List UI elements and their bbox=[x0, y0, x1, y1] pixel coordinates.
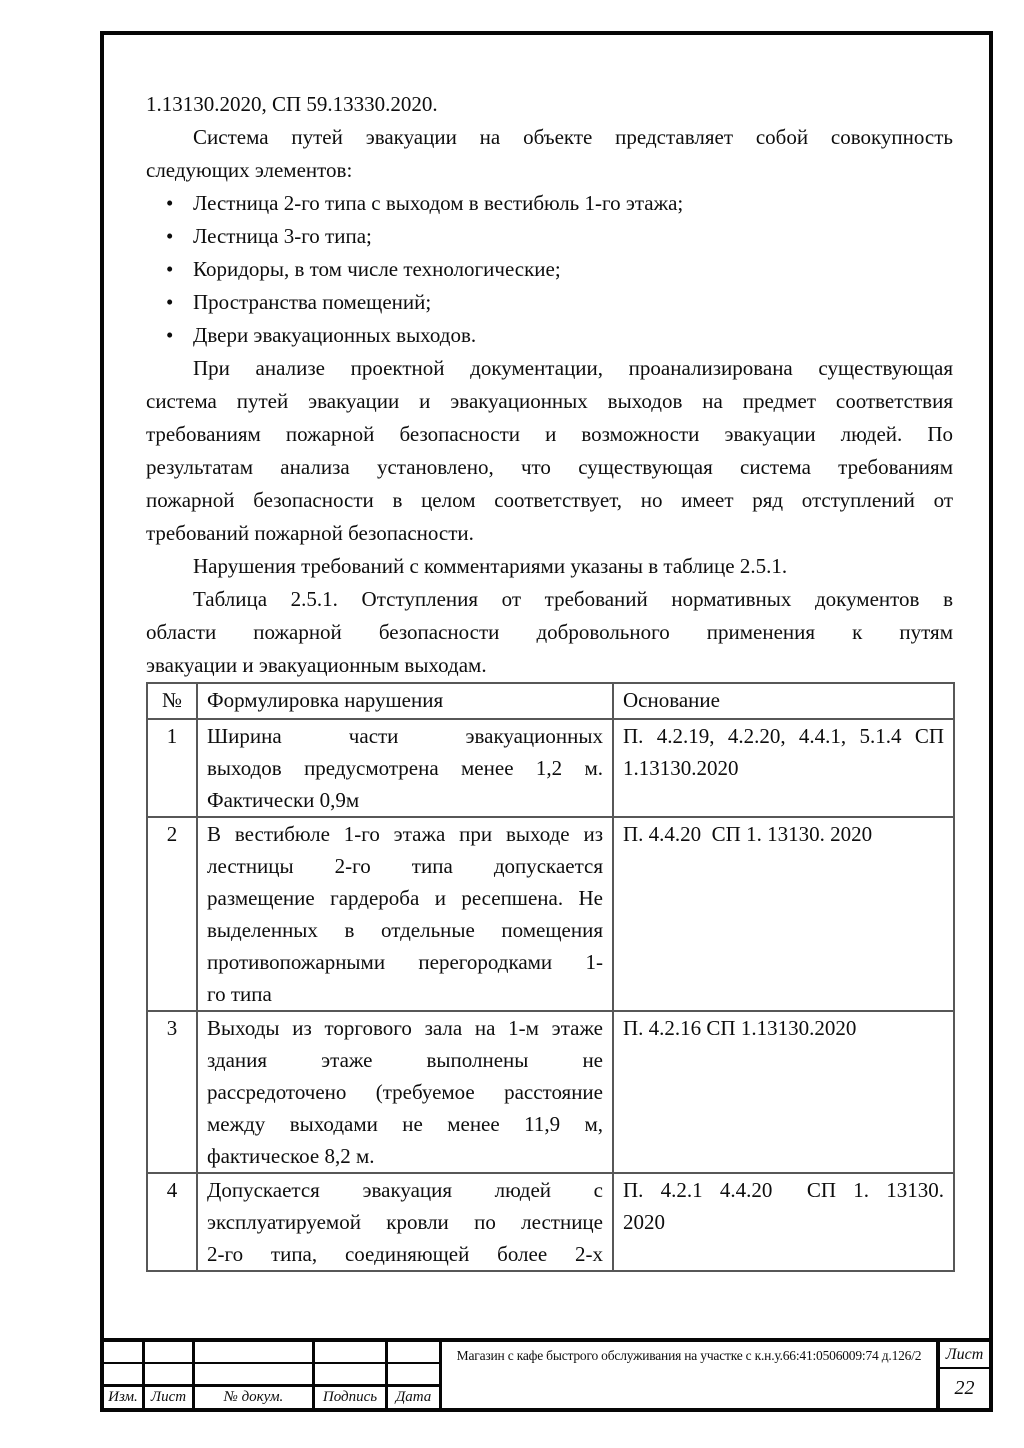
paragraph-line: требованиям пожарной безопасности и возможности эвакуации людей. По bbox=[146, 422, 953, 446]
paragraph-line: При анализе проектной документации, проанализирована существующая bbox=[193, 356, 953, 380]
violation-formulation bbox=[197, 1173, 613, 1271]
bullet-icon: • bbox=[166, 290, 174, 314]
content-column bbox=[146, 88, 953, 1272]
project-title: Магазин с кафе быстрого обслуживания на участке с к.н.у.66:41:0506009:74 д.126/2 bbox=[456, 1348, 922, 1363]
document-body bbox=[146, 88, 953, 682]
stamp-label-list: Лист bbox=[150, 1389, 187, 1405]
sheet-label: Лист bbox=[940, 1342, 989, 1369]
paragraph-line: Таблица 2.5.1. Отступления от требований нормативных документов в bbox=[193, 587, 953, 611]
violation-basis bbox=[613, 719, 954, 817]
sheet-number: 22 bbox=[954, 1377, 975, 1399]
cell-line: В вестибюле 1-го этажа при выходе из bbox=[207, 822, 603, 846]
cell-line: П. 4.2.16 СП 1.13130.2020 bbox=[623, 1016, 857, 1040]
cell-line: Фактически 0,9м bbox=[207, 788, 360, 812]
stamp-column-izm bbox=[104, 1342, 145, 1408]
list-item bbox=[146, 220, 953, 253]
violation-formulation bbox=[197, 1011, 613, 1173]
cell-line: фактическое 8,2 м. bbox=[207, 1144, 375, 1168]
column-header-formulation: Формулировка нарушения bbox=[197, 683, 613, 719]
cell-line: Ширина части эвакуационных bbox=[207, 724, 603, 748]
bullet-icon: • bbox=[166, 191, 174, 215]
stamp-column-podpis bbox=[315, 1342, 388, 1408]
row-number: 2 bbox=[147, 817, 197, 1011]
paragraph-line: результатам анализа установлено, что существующая система требованиям bbox=[146, 455, 953, 479]
paragraph-line: эвакуации и эвакуационным выходам. bbox=[146, 653, 487, 677]
cell-line: здания этаже выполнены не bbox=[207, 1048, 603, 1072]
violations-table-body bbox=[147, 719, 954, 1271]
cell-line: 2-го типа, соединяющей более 2-х bbox=[207, 1242, 603, 1266]
cell-line: П. 4.2.19, 4.2.20, 4.4.1, 5.1.4 СП bbox=[623, 724, 944, 748]
stamp-project-cell bbox=[442, 1342, 936, 1408]
list-item bbox=[146, 187, 953, 220]
stamp-label-dokum: № докум. bbox=[223, 1389, 284, 1405]
list-item bbox=[146, 253, 953, 286]
row-number: 3 bbox=[147, 1011, 197, 1173]
paragraph-line: 1.13130.2020, СП 59.13330.2020. bbox=[146, 92, 438, 116]
table-row bbox=[147, 817, 954, 1011]
column-header-basis: Основание bbox=[613, 683, 954, 719]
cell-line: лестницы 2-го типа допускается bbox=[207, 854, 603, 878]
paragraph-line: пожарной безопасности в целом соответствует, но имеет ряд отступлений от bbox=[146, 488, 953, 512]
violations-table bbox=[146, 682, 955, 1272]
cell-line: противопожарными перегородками 1- bbox=[207, 950, 603, 974]
stamp-column-dokum bbox=[195, 1342, 315, 1408]
title-block bbox=[100, 1338, 993, 1412]
bullet-icon: • bbox=[166, 323, 174, 347]
paragraph-line: следующих элементов: bbox=[146, 158, 353, 182]
cell-line: 2020 bbox=[623, 1210, 665, 1234]
stamp-label-data: Дата bbox=[395, 1389, 432, 1405]
list-item-text: Коридоры, в том числе технологические; bbox=[193, 257, 561, 281]
paragraph-line: система путей эвакуации и эвакуационных выходов на предмет соответствия bbox=[146, 389, 953, 413]
stamp-label-izm: Изм. bbox=[108, 1389, 138, 1405]
paragraph-line: Нарушения требований с комментариями указаны в таблице 2.5.1. bbox=[193, 554, 788, 578]
stamp-label-podpis: Подпись bbox=[322, 1389, 378, 1405]
bullet-icon: • bbox=[166, 257, 174, 281]
list-item-text: Пространства помещений; bbox=[193, 290, 432, 314]
row-number: 1 bbox=[147, 719, 197, 817]
list-item bbox=[146, 286, 953, 319]
cell-line: между выходами не менее 11,9 м, bbox=[207, 1112, 603, 1136]
list-item bbox=[146, 319, 953, 352]
cell-line: Выходы из торгового зала на 1-м этаже bbox=[207, 1016, 603, 1040]
stamp-column-data bbox=[388, 1342, 442, 1408]
table-row bbox=[147, 1173, 954, 1271]
table-header-row bbox=[147, 683, 954, 719]
column-header-number: № bbox=[147, 683, 197, 719]
cell-line: эксплуатируемой кровли по лестнице bbox=[207, 1210, 603, 1234]
violation-basis bbox=[613, 1011, 954, 1173]
cell-line: выделенных в отдельные помещения bbox=[207, 918, 603, 942]
stamp-column-list bbox=[145, 1342, 195, 1408]
stamp-sheet-cell bbox=[936, 1342, 989, 1408]
cell-line: П. 4.2.1 4.4.20 СП 1. 13130. bbox=[623, 1178, 944, 1202]
cell-line: П. 4.4.20 СП 1. 13130. 2020 bbox=[623, 822, 873, 846]
list-item-text: Лестница 3-го типа; bbox=[193, 224, 372, 248]
cell-line: Допускается эвакуация людей с bbox=[207, 1178, 603, 1202]
violation-formulation bbox=[197, 817, 613, 1011]
paragraph-line: Система путей эвакуации на объекте представляет собой совокупность bbox=[193, 125, 953, 149]
list-item-text: Двери эвакуационных выходов. bbox=[193, 323, 477, 347]
paragraph-line: требований пожарной безопасности. bbox=[146, 521, 474, 545]
cell-line: го типа bbox=[207, 982, 272, 1006]
paragraph-line: области пожарной безопасности добровольного применения к путям bbox=[146, 620, 953, 644]
bullet-icon: • bbox=[166, 224, 174, 248]
table-row bbox=[147, 719, 954, 817]
cell-line: размещение гардероба и ресепшена. Не bbox=[207, 886, 603, 910]
row-number: 4 bbox=[147, 1173, 197, 1271]
cell-line: выходов предусмотрена менее 1,2 м. bbox=[207, 756, 603, 780]
violation-basis bbox=[613, 1173, 954, 1271]
cell-line: рассредоточено (требуемое расстояние bbox=[207, 1080, 603, 1104]
list-item-text: Лестница 2-го типа с выходом в вестибюль 1-го этажа; bbox=[193, 191, 684, 215]
table-row bbox=[147, 1011, 954, 1173]
violation-formulation bbox=[197, 719, 613, 817]
violation-basis bbox=[613, 817, 954, 1011]
cell-line: 1.13130.2020 bbox=[623, 756, 739, 780]
